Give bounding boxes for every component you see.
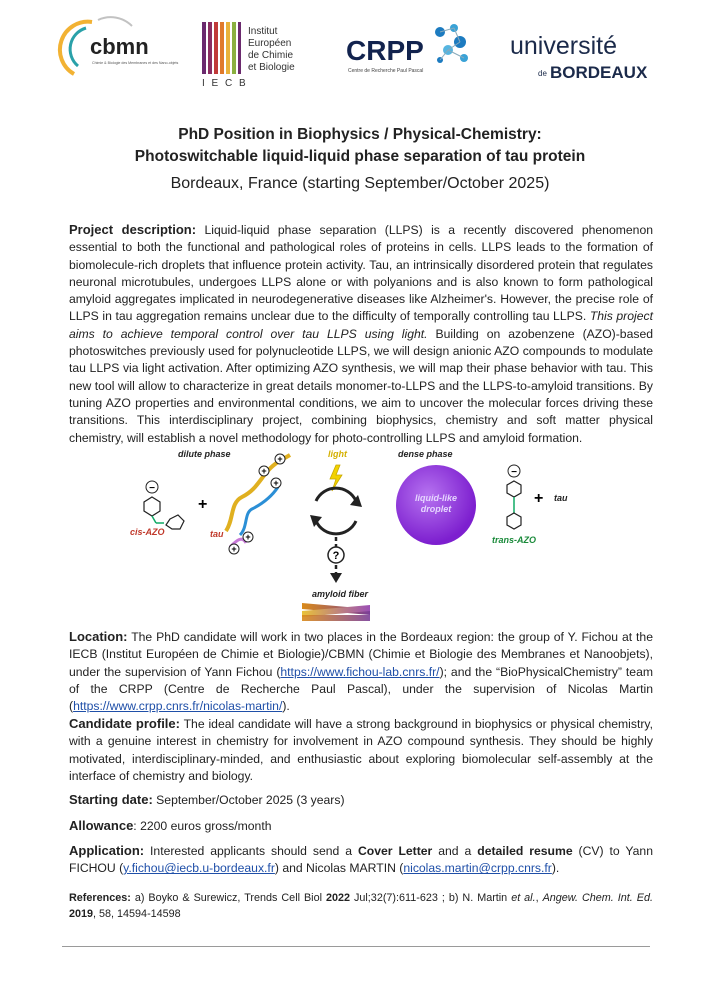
title-line1: PhD Position in Biophysics / Physical-Chemistry:	[178, 126, 542, 143]
logo-bar	[0, 14, 720, 94]
bottom-divider	[62, 946, 650, 947]
application-heading: Application:	[69, 843, 145, 858]
label-dense-phase: dense phase	[398, 449, 453, 459]
project-text2: Building on azobenzene (AZO)-based photoswitches previously used for polynucleotide LLPS, we will design anionic AZO compounds to modulate tau LLPS via light activation. After optimizing AZO synthesis, we will map their phase behavior with tau. This new tool will allow to characterize in great details monomer-to-LLPS and the LLPS-to-amyloid transitions. By tuning AZO properties and environmental conditions, we aim to uncover the molecular forces driving these transitions. This interdisciplinary project, combining biophysics, chemistry and soft matter physical chemistry, will establish a novel methodology for photo-controlling LLPS and amyloid formation.	[69, 326, 653, 445]
iecb-line2: Européen	[248, 38, 292, 49]
tau-charge-2: +	[277, 454, 283, 464]
project-italic: This project aims to achieve temporal control over tau LLPS using light.	[69, 309, 653, 341]
application-text5: ).	[551, 861, 560, 876]
ubx-line1: université	[510, 32, 617, 60]
martin-link[interactable]: https://www.crpp.cnrs.fr/nicolas-martin/	[73, 699, 283, 714]
label-dilute-phase: dilute phase	[178, 449, 231, 459]
references-journal: Angew. Chem. Int. Ed.	[542, 892, 653, 904]
fichou-lab-link[interactable]: https://www.fichou-lab.cnrs.fr/	[280, 664, 440, 679]
application-text3: (CV) to Yann FICHOU (	[69, 844, 653, 876]
cis-azo-charge: −	[149, 483, 155, 494]
droplet-line2: droplet	[420, 504, 452, 514]
candidate-text: The ideal candidate will have a strong background in biophysics or physical chemistry, with a genuine interest in chemistry for involvement in AZO compound synthesis. They should be highly motivated, interdisciplinary-minded, and enthusiastic about exploring biomolecular self-assembly at the interface of chemistry and biology.	[69, 717, 654, 783]
trans-azo-molecule	[507, 465, 521, 529]
cbmn-wordmark: cbmn	[90, 34, 149, 59]
location-text2: ); and the “BioPhysicalChemistry” team of the CRPP (Centre de Recherche Paul Pascal), under the supervision of Nicolas Martin (	[69, 664, 653, 714]
martin-email-link[interactable]: nicolas.martin@crpp.cnrs.fr	[403, 861, 552, 876]
references-heading: References:	[69, 892, 131, 904]
fichou-email-link[interactable]: y.fichou@iecb.u-bordeaux.fr	[123, 861, 275, 876]
application-text4: ) and Nicolas MARTIN (	[274, 861, 404, 876]
starting-section	[69, 791, 653, 809]
iecb-acronym: I E C B	[202, 78, 248, 89]
application-text1: Interested applicants should send a	[144, 844, 358, 858]
title-line2: Photoswitchable liquid-liquid phase separation of tau protein	[134, 148, 586, 165]
ubx-logo	[510, 32, 660, 88]
ubx-de: de	[538, 69, 547, 78]
allowance-text: : 2200 euros gross/month	[133, 819, 272, 833]
location-text3: ).	[282, 699, 290, 714]
references-text1: a) Boyko & Surewicz, Trends Cell Biol	[130, 892, 326, 904]
tau-charge-3: +	[273, 478, 279, 488]
cis-azo-molecule	[144, 481, 184, 529]
cycle-arrows-icon	[310, 488, 362, 534]
detailed-resume: detailed resume	[477, 844, 573, 858]
question-mark: ?	[332, 550, 340, 562]
cbmn-tagline: Chimie & Biologie des Membranes et des Nano-objets	[92, 61, 179, 65]
crpp-tagline: Centre de Recherche Paul Pascal	[348, 68, 424, 74]
project-heading: Project description:	[69, 222, 197, 237]
references-year2: 2019	[69, 908, 94, 920]
plus-left: +	[198, 496, 208, 513]
droplet-line1: liquid-like	[414, 493, 458, 503]
location-heading: Location:	[69, 629, 128, 644]
cbmn-logo	[62, 14, 179, 84]
iecb-line4: et Biologie	[248, 62, 295, 73]
project-description	[69, 221, 653, 447]
references-year1: 2022	[325, 892, 351, 904]
llps-figure	[130, 443, 600, 623]
allowance-section	[69, 817, 653, 835]
label-cis-azo: cis-AZO	[130, 527, 165, 537]
label-tau-left: tau	[210, 529, 224, 539]
iecb-logo	[198, 18, 308, 90]
iecb-line1: Institut	[248, 26, 278, 37]
starting-heading: Starting date:	[69, 792, 153, 807]
subtitle: Bordeaux, France (starting September/October 2025)	[170, 175, 550, 192]
starting-text: September/October 2025 (3 years)	[152, 793, 345, 807]
candidate-heading: Candidate profile:	[69, 716, 180, 731]
trans-azo-charge: −	[511, 467, 517, 478]
location-text1: The PhD candidate will work in two places in the Bordeaux region: the group of Y. Fichou at the IECB (Institut Européen de Chimie et Biologie)/CBMN (Chimie et Biologie des Membranes et Nanoobjets), under the supervision of Yann Fichou (	[69, 630, 653, 679]
location-section	[69, 628, 653, 715]
candidate-section	[69, 715, 653, 785]
application-section	[69, 842, 653, 878]
references-text2: Jul;32(7):611-623 ; b) N. Martin	[350, 892, 512, 904]
tau-charge-5: +	[231, 544, 237, 554]
label-light: light	[328, 449, 347, 459]
project-text1: Liquid-liquid phase separation (LLPS) is a recently discovered phenomenon essential to both the functional and pathological roles of proteins in cells. LLPS leads to the formation of biomolecule-rich droplets that influence protein activity. Tau, an intrinsically disordered protein that regulates neuronal microtubules, undergoes LLPS alone or with polyanions and is also known to form pathological amyloid aggregates implicated in neurodegenerative diseases like Alzheimer's. However, the precise role of LLPS in tau aggregation remains unclear due to the difficulty of temporally controlling tau LLPS.	[69, 223, 653, 324]
page-title	[0, 124, 720, 168]
allowance-heading: Allowance	[69, 818, 134, 833]
tau-chain	[226, 454, 290, 554]
references-text3: ,	[535, 892, 543, 904]
cover-letter: Cover Letter	[357, 844, 433, 858]
references-etal: et al.	[511, 892, 536, 904]
tau-charge-1: +	[261, 466, 267, 476]
plus-right: +	[534, 490, 544, 507]
label-tau-right: tau	[554, 493, 568, 503]
references-section	[69, 890, 653, 922]
iecb-line3: de Chimie	[248, 50, 294, 61]
crpp-wordmark: CRPP	[346, 35, 424, 66]
amyloid-fiber	[302, 603, 370, 621]
references-text5: , 58, 14594-14598	[93, 908, 181, 920]
label-trans-azo: trans-AZO	[492, 535, 537, 545]
ubx-line2: BORDEAUX	[550, 63, 648, 82]
crpp-logo	[344, 20, 474, 82]
tau-charge-4: +	[245, 532, 251, 542]
application-text2: and a	[432, 844, 478, 858]
label-amyloid: amyloid fiber	[312, 589, 369, 599]
